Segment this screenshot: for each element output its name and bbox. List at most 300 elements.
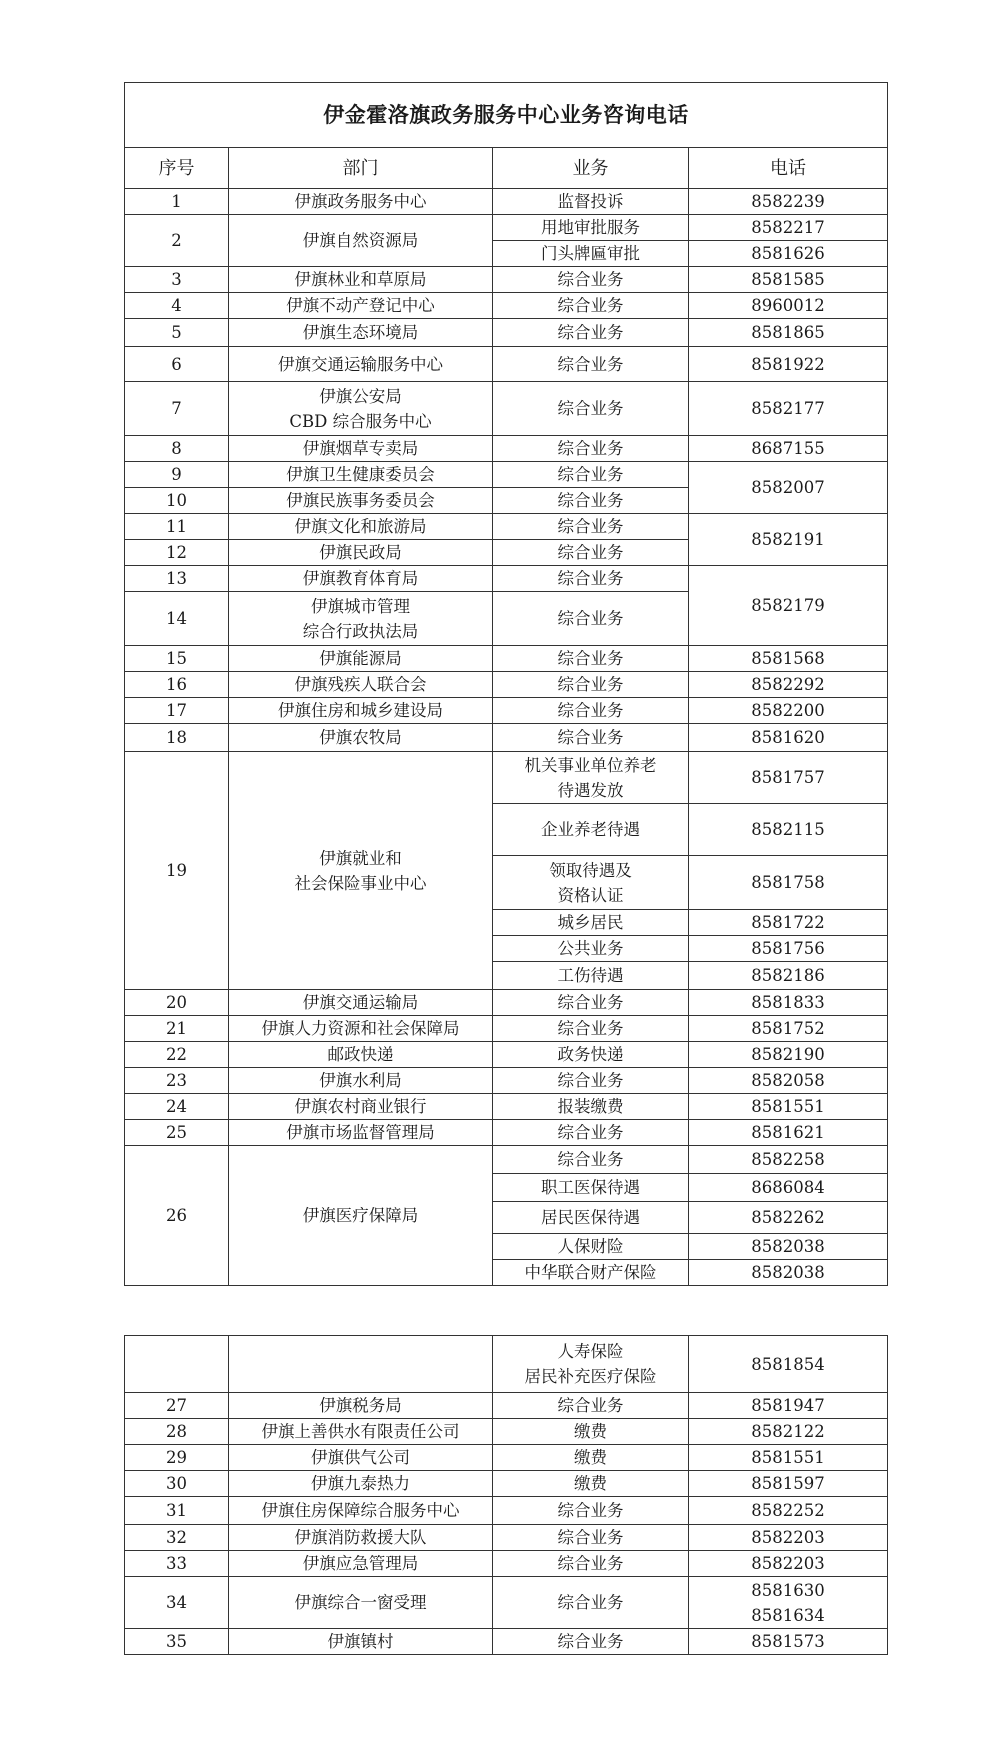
table-row — [125, 1120, 888, 1146]
table-cell — [689, 936, 888, 962]
table-cell — [229, 436, 493, 462]
cell-text: 伊旗残疾人联合会 — [294, 675, 427, 694]
cell-text: 伊旗文化和旅游局 — [294, 517, 427, 536]
table-cell — [125, 267, 229, 293]
table-header-row — [125, 148, 888, 189]
cell-text: 缴费 — [574, 1422, 607, 1441]
cell-text: 综合业务 — [557, 296, 624, 315]
cell-text: 人寿保险 居民补充医疗保险 — [524, 1342, 657, 1386]
table-cell — [689, 1577, 888, 1629]
table-cell — [493, 646, 689, 672]
table-cell — [125, 1471, 229, 1497]
table-row — [125, 319, 888, 347]
table-cell — [689, 267, 888, 293]
table-cell — [689, 293, 888, 319]
cell-text: 综合业务 — [557, 354, 624, 374]
cell-text: 26 — [166, 1206, 187, 1225]
cell-text: 综合业务 — [557, 993, 624, 1012]
table-cell — [493, 936, 689, 962]
table-cell — [229, 1445, 493, 1471]
cell-text: 工伤待遇 — [557, 966, 624, 985]
table-cell — [689, 646, 888, 672]
table-cell — [229, 1629, 493, 1655]
cell-text: 8581551 — [751, 1097, 825, 1116]
table-cell — [229, 646, 493, 672]
cell-text: 综合业务 — [557, 649, 624, 668]
cell-text: 32 — [166, 1528, 187, 1547]
cell-text: 中华联合财产保险 — [524, 1263, 657, 1282]
table-cell — [125, 1094, 229, 1120]
table-cell — [125, 1445, 229, 1471]
table-cell — [493, 1234, 689, 1260]
table-cell — [493, 1202, 689, 1234]
table-cell — [493, 1068, 689, 1094]
table-cell — [125, 347, 229, 382]
table-cell — [493, 1146, 689, 1174]
cell-text: 22 — [166, 1045, 187, 1064]
cell-text: 21 — [166, 1019, 187, 1038]
table-cell — [493, 1042, 689, 1068]
cell-text: 3 — [171, 270, 182, 289]
table-cell — [493, 1016, 689, 1042]
table-cell — [125, 1629, 229, 1655]
cell-text: 8581922 — [751, 354, 825, 374]
table-cell — [125, 462, 229, 488]
cell-text: 8581573 — [751, 1632, 825, 1651]
table-cell — [229, 752, 493, 990]
table-cell — [229, 672, 493, 698]
cell-text: 19 — [166, 861, 187, 880]
table-row — [125, 1577, 888, 1629]
table-cell — [689, 990, 888, 1016]
table-cell — [689, 1146, 888, 1174]
cell-text: 伊旗民族事务委员会 — [286, 491, 435, 510]
table-cell — [125, 566, 229, 592]
table-cell — [689, 514, 888, 566]
cell-text: 4 — [171, 296, 182, 315]
cell-text: 8582122 — [751, 1422, 825, 1441]
cell-text: 综合业务 — [557, 1123, 624, 1142]
table-cell — [229, 1419, 493, 1445]
table-cell — [493, 1260, 689, 1286]
cell-text: 伊旗综合一窗受理 — [294, 1593, 427, 1612]
table-cell — [493, 1419, 689, 1445]
table-cell — [689, 436, 888, 462]
cell-text: 伊旗交通运输服务中心 — [278, 354, 443, 374]
cell-text: 18 — [166, 728, 187, 747]
table-row — [125, 293, 888, 319]
table-cell — [125, 1016, 229, 1042]
table-cell — [125, 672, 229, 698]
cell-text: 8582239 — [751, 192, 825, 211]
table-cell — [493, 1174, 689, 1202]
header-department: 部门 — [229, 148, 493, 189]
cell-text: 8582177 — [751, 399, 825, 418]
cell-text: 8582186 — [751, 966, 825, 985]
cell-text: 伊旗税务局 — [319, 1396, 402, 1415]
cell-text: 城乡居民 — [557, 913, 624, 932]
table-cell — [125, 514, 229, 540]
cell-text: 公共业务 — [557, 939, 624, 958]
table-row — [125, 189, 888, 215]
cell-text: 综合业务 — [557, 1528, 624, 1547]
table-cell — [125, 724, 229, 752]
table-cell — [229, 267, 493, 293]
table-cell — [493, 1577, 689, 1629]
cell-text: 邮政快递 — [327, 1045, 394, 1064]
cell-text: 综合业务 — [557, 323, 624, 342]
table-cell — [689, 462, 888, 514]
cell-text: 23 — [166, 1071, 187, 1090]
cell-text: 综合业务 — [557, 728, 624, 747]
table-cell — [689, 1525, 888, 1551]
cell-text: 伊旗农村商业银行 — [294, 1097, 427, 1116]
cell-text: 综合业务 — [557, 1501, 624, 1520]
table-cell — [125, 319, 229, 347]
table-cell — [125, 1551, 229, 1577]
cell-text: 伊旗水利局 — [319, 1071, 402, 1090]
cell-text: 8581585 — [751, 270, 825, 289]
table-row — [125, 1016, 888, 1042]
table-cell — [689, 672, 888, 698]
table-cell — [689, 804, 888, 856]
cell-text: 8582058 — [751, 1071, 825, 1090]
table-cell — [229, 1525, 493, 1551]
table-cell — [689, 962, 888, 990]
cell-text: 伊旗九泰热力 — [311, 1474, 410, 1493]
cell-text: 8581551 — [751, 1448, 825, 1467]
cell-text: 8581630 8581634 — [751, 1580, 825, 1625]
header-business: 业务 — [493, 148, 689, 189]
table-cell — [493, 1629, 689, 1655]
cell-text: 8581597 — [751, 1474, 825, 1493]
cell-text: 综合业务 — [557, 1150, 624, 1169]
table-cell — [493, 566, 689, 592]
table-cell — [689, 1551, 888, 1577]
table-cell — [689, 347, 888, 382]
cell-text: 伊旗林业和草原局 — [294, 270, 427, 289]
cell-text: 综合业务 — [557, 543, 624, 562]
cell-text: 8581833 — [751, 993, 825, 1012]
cell-text: 伊旗公安局 CBD 综合服务中心 — [289, 386, 432, 431]
table-cell — [689, 215, 888, 241]
table-cell — [493, 752, 689, 804]
cell-text: 5 — [171, 323, 182, 342]
table-cell — [229, 488, 493, 514]
table-row — [125, 1497, 888, 1525]
cell-text: 综合业务 — [557, 465, 624, 484]
table-cell — [125, 1336, 229, 1393]
table-cell — [229, 319, 493, 347]
table-row — [125, 347, 888, 382]
table-cell — [689, 910, 888, 936]
table-cell — [493, 319, 689, 347]
cell-text: 综合业务 — [557, 569, 624, 588]
table-cell — [125, 436, 229, 462]
cell-text: 8581568 — [751, 649, 825, 668]
cell-text: 25 — [166, 1123, 187, 1142]
table-cell — [493, 1393, 689, 1419]
table-cell — [229, 724, 493, 752]
table-cell — [229, 1497, 493, 1525]
table-cell — [229, 592, 493, 646]
page-title: 伊金霍洛旗政务服务中心业务咨询电话 — [125, 83, 888, 148]
table-cell — [493, 1551, 689, 1577]
cell-text: 伊旗自然资源局 — [302, 231, 419, 250]
cell-text: 综合业务 — [557, 1554, 624, 1573]
cell-text: 15 — [166, 649, 187, 668]
table-cell — [689, 1419, 888, 1445]
table-cell — [493, 1094, 689, 1120]
cell-text: 8582200 — [751, 701, 825, 720]
table-cell — [493, 1120, 689, 1146]
table-cell — [689, 1120, 888, 1146]
table-row — [125, 1094, 888, 1120]
table-cell — [493, 462, 689, 488]
table-cell — [689, 1260, 888, 1286]
table-cell — [493, 698, 689, 724]
table-cell — [229, 1120, 493, 1146]
table-cell — [689, 1234, 888, 1260]
table-cell — [125, 698, 229, 724]
table-cell — [689, 1393, 888, 1419]
table-row — [125, 1146, 888, 1174]
table-cell — [689, 319, 888, 347]
table-row — [125, 1042, 888, 1068]
table-cell — [229, 1336, 493, 1393]
cell-text: 8582258 — [751, 1150, 825, 1169]
table-row — [125, 566, 888, 592]
cell-text: 9 — [171, 465, 182, 484]
cell-text: 29 — [166, 1448, 187, 1467]
table-cell — [125, 189, 229, 215]
cell-text: 1 — [171, 192, 182, 211]
cell-text: 17 — [166, 701, 187, 720]
table-cell — [229, 462, 493, 488]
table-cell — [229, 1577, 493, 1629]
table-cell — [689, 752, 888, 804]
cell-text: 8582115 — [751, 820, 825, 839]
table-cell — [493, 540, 689, 566]
table-cell — [229, 1551, 493, 1577]
table-cell — [125, 752, 229, 990]
cell-text: 7 — [171, 399, 182, 418]
cell-text: 综合业务 — [557, 439, 624, 458]
table-cell — [125, 990, 229, 1016]
table-cell — [493, 488, 689, 514]
table-cell — [493, 990, 689, 1016]
table-cell — [125, 1525, 229, 1551]
cell-text: 门头牌匾审批 — [541, 244, 640, 263]
cell-text: 居民医保待遇 — [541, 1208, 640, 1227]
table-cell — [493, 267, 689, 293]
cell-text: 8581722 — [751, 913, 825, 932]
table-cell — [493, 382, 689, 436]
cell-text: 10 — [166, 491, 187, 510]
cell-text: 8687155 — [751, 439, 825, 458]
table-cell — [689, 1497, 888, 1525]
cell-text: 伊旗卫生健康委员会 — [286, 465, 435, 484]
cell-text: 8582217 — [751, 218, 825, 237]
cell-text: 伊旗应急管理局 — [302, 1554, 419, 1573]
table-title-row — [125, 83, 888, 148]
table-cell — [125, 1497, 229, 1525]
cell-text: 13 — [166, 569, 187, 588]
table-cell — [229, 189, 493, 215]
cell-text: 12 — [166, 543, 187, 562]
cell-text: 11 — [166, 517, 187, 536]
cell-text: 伊旗住房和城乡建设局 — [278, 701, 443, 720]
table-cell — [125, 293, 229, 319]
cell-text: 伊旗烟草专卖局 — [302, 439, 419, 458]
table-cell — [689, 698, 888, 724]
cell-text: 伊旗教育体育局 — [302, 569, 419, 588]
header-phone: 电话 — [689, 148, 888, 189]
table-row — [125, 724, 888, 752]
table-cell — [229, 698, 493, 724]
table-cell — [493, 189, 689, 215]
cell-text: 28 — [166, 1422, 187, 1441]
cell-text: 31 — [166, 1501, 187, 1520]
cell-text: 领取待遇及 资格认证 — [549, 860, 632, 905]
table-cell — [689, 241, 888, 267]
cell-text: 8582203 — [751, 1554, 825, 1573]
table-cell — [125, 592, 229, 646]
cell-text: 8582292 — [751, 675, 825, 694]
cell-text: 8582007 — [751, 478, 825, 497]
cell-text: 伊旗能源局 — [319, 649, 402, 668]
cell-text: 伊旗民政局 — [319, 543, 402, 562]
table-cell — [229, 1393, 493, 1419]
table-cell — [229, 514, 493, 540]
table-row — [125, 1551, 888, 1577]
cell-text: 24 — [166, 1097, 187, 1116]
cell-text: 综合业务 — [557, 270, 624, 289]
table-cell — [493, 592, 689, 646]
table-cell — [229, 540, 493, 566]
contact-table-continued — [124, 1335, 888, 1655]
table-cell — [125, 1577, 229, 1629]
table-cell — [493, 1336, 689, 1393]
cell-text: 综合业务 — [557, 1071, 624, 1090]
table-cell — [229, 990, 493, 1016]
table-cell — [229, 382, 493, 436]
cell-text: 企业养老待遇 — [541, 820, 640, 839]
cell-text: 综合业务 — [557, 517, 624, 536]
table-row — [125, 436, 888, 462]
table-cell — [229, 347, 493, 382]
cell-text: 8582179 — [751, 596, 825, 615]
table-cell — [493, 1445, 689, 1471]
table-row — [125, 215, 888, 241]
table-row — [125, 646, 888, 672]
cell-text: 14 — [166, 609, 187, 628]
header-index: 序号 — [125, 148, 229, 189]
table-cell — [229, 293, 493, 319]
cell-text: 35 — [166, 1632, 187, 1651]
table-cell — [229, 1146, 493, 1286]
cell-text: 职工医保待遇 — [541, 1178, 640, 1197]
table-cell — [125, 1120, 229, 1146]
cell-text: 人保财险 — [557, 1237, 624, 1256]
cell-text: 伊旗交通运输局 — [302, 993, 419, 1012]
contact-table — [124, 82, 888, 1286]
table-cell — [493, 215, 689, 241]
cell-text: 8 — [171, 439, 182, 458]
cell-text: 8581854 — [751, 1354, 825, 1374]
table-row — [125, 1068, 888, 1094]
table-cell — [689, 856, 888, 910]
table-cell — [229, 1471, 493, 1497]
table-row — [125, 1336, 888, 1393]
cell-text: 伊旗住房保障综合服务中心 — [261, 1501, 460, 1520]
table-cell — [493, 436, 689, 462]
cell-text: 伊旗人力资源和社会保障局 — [261, 1019, 460, 1038]
cell-text: 8582190 — [751, 1045, 825, 1064]
cell-text: 机关事业单位养老 待遇发放 — [524, 755, 657, 800]
table-cell — [125, 488, 229, 514]
cell-text: 伊旗政务服务中心 — [294, 192, 427, 211]
table-row — [125, 672, 888, 698]
table-row — [125, 1445, 888, 1471]
table-row — [125, 698, 888, 724]
cell-text: 综合业务 — [557, 1019, 624, 1038]
table-cell — [125, 1146, 229, 1286]
table-cell — [229, 1016, 493, 1042]
cell-text: 8582203 — [751, 1528, 825, 1547]
cell-text: 伊旗城市管理 综合行政执法局 — [302, 596, 419, 641]
table-cell — [493, 293, 689, 319]
cell-text: 8581756 — [751, 939, 825, 958]
table-cell — [689, 1445, 888, 1471]
cell-text: 综合业务 — [557, 701, 624, 720]
table-cell — [493, 962, 689, 990]
table-cell — [493, 804, 689, 856]
cell-text: 8581752 — [751, 1019, 825, 1038]
table-cell — [229, 566, 493, 592]
table-cell — [689, 189, 888, 215]
table-row — [125, 514, 888, 540]
table-cell — [689, 1202, 888, 1234]
table-cell — [493, 347, 689, 382]
table-cell — [493, 724, 689, 752]
table-row — [125, 752, 888, 804]
table-cell — [689, 1042, 888, 1068]
table-row — [125, 1393, 888, 1419]
cell-text: 伊旗市场监督管理局 — [286, 1123, 435, 1142]
table-cell — [125, 215, 229, 267]
table-cell — [125, 1393, 229, 1419]
cell-text: 缴费 — [574, 1448, 607, 1467]
table-cell — [125, 1419, 229, 1445]
cell-text: 8686084 — [751, 1178, 825, 1197]
table-cell — [229, 215, 493, 267]
table-cell — [689, 1629, 888, 1655]
table-cell — [125, 1042, 229, 1068]
table-cell — [229, 1068, 493, 1094]
cell-text: 伊旗供气公司 — [311, 1448, 410, 1467]
cell-text: 8582252 — [751, 1501, 825, 1520]
cell-text: 16 — [166, 675, 187, 694]
cell-text: 8960012 — [751, 296, 825, 315]
cell-text: 综合业务 — [557, 675, 624, 694]
cell-text: 8582191 — [751, 530, 825, 549]
table-cell — [229, 1042, 493, 1068]
table-row — [125, 1629, 888, 1655]
table-cell — [689, 1068, 888, 1094]
table-cell — [125, 1068, 229, 1094]
cell-text: 综合业务 — [557, 1396, 624, 1415]
